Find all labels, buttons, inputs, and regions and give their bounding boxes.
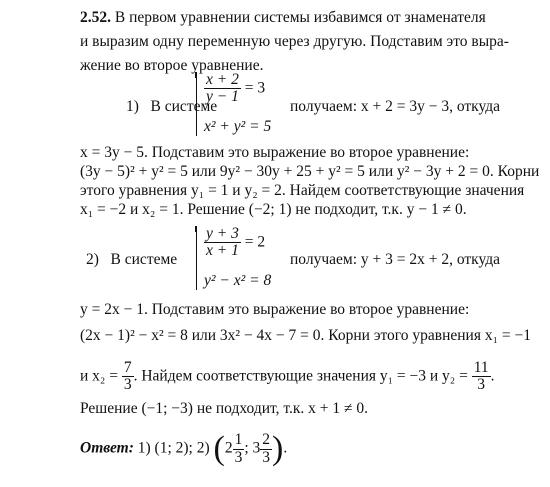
case2-x2-den: 3 <box>123 376 132 394</box>
case2-eq1-fraction <box>204 226 241 260</box>
answer-fraction-1 <box>233 432 245 466</box>
case1-number: 1) <box>126 98 139 115</box>
case2-label <box>86 251 177 269</box>
answer-whole-1: 2 <box>224 439 233 457</box>
case1-line-4: этого уравнения y₁ = 1 и y₂ = 2. Найдем соответствующие значения <box>80 182 525 199</box>
case2-x2-label: и x₂ = <box>80 367 118 385</box>
case1-result: получаем: x + 2 = 3y − 3, откуда <box>290 98 501 115</box>
answer-f2-num: 2 <box>262 431 271 449</box>
case1-eq1 <box>204 72 265 106</box>
case2-eq1-den: x + 1 <box>206 242 239 260</box>
case1-line-2: x = 3y − 5. Подставим это выражение во второе уравнение: <box>80 144 470 161</box>
answer-text: 1) (1; 2); 2) <box>137 439 210 457</box>
case2-eq1-num: y + 3 <box>206 225 239 242</box>
case2-eq1 <box>204 226 265 260</box>
answer-end: . <box>283 439 288 457</box>
case1-eq1-fraction <box>204 72 241 106</box>
case2-values-text: . Найдем соответствующие значения y₁ = −3 и y₂ = <box>133 367 468 385</box>
case2-result: получаем: y + 3 = 2x + 2, откуда <box>290 251 501 268</box>
intro-line-2: и выразим одну переменную через другую. Подставим это выра- <box>80 33 509 50</box>
intro-line-3: жение во второе уравнение. <box>80 57 264 74</box>
answer-label: Ответ: <box>80 439 134 457</box>
case1-eq1-den: y − 1 <box>206 88 239 106</box>
answer-fraction-2 <box>260 432 272 466</box>
case2-eq2: y² − x² = 8 <box>204 272 272 289</box>
problem-number: 2.52. <box>80 9 111 26</box>
intro-line-1 <box>80 9 486 27</box>
answer-f1-den: 3 <box>234 448 243 466</box>
case2-y2-num: 11 <box>473 359 489 376</box>
answer-separator: ; <box>244 439 249 457</box>
case2-x2-fraction <box>122 360 134 394</box>
case2-x2-num: 7 <box>123 359 132 376</box>
case1-eq2: x² + y² = 5 <box>204 118 272 135</box>
case1-line-5: x₁ = −2 и x₂ = 1. Решение (−2; 1) не подходит, т.к. y − 1 ≠ 0. <box>80 201 467 218</box>
answer-close-paren: ) <box>272 430 284 467</box>
case1-in-system: В системе <box>150 98 218 115</box>
case2-line-4: и x₂ = $\frac{7}{3}$ . Найдем соответствующие значения y₁ = −3 и y₂ = $\frac{11}{3}$ . <box>80 359 495 394</box>
case2-y2-fraction <box>472 360 491 394</box>
case2-number: 2) <box>86 251 99 268</box>
case1-system <box>196 72 276 138</box>
case1-eq1-rhs: = 3 <box>244 79 266 97</box>
answer-whole-2: 3 <box>252 439 261 457</box>
answer-open-paren: ( <box>213 430 225 467</box>
case2-line-3: (2x − 1)² − x² = 8 или 3x² − 4x − 7 = 0. Корни этого уравнения x₁ = −1 <box>80 327 531 344</box>
case2-in-system: В системе <box>110 251 178 268</box>
case2-line-2: y = 2x − 1. Подставим это выражение во второе уравнение: <box>80 301 470 318</box>
answer-f2-den: 3 <box>262 448 271 466</box>
case1-line-3: (3y − 5)² + y² = 5 или 9y² − 30y + 25 + y² = 5 или y² − 3y + 2 = 0. Корни <box>80 163 540 180</box>
case2-line-5: Решение (−1; −3) не подходит, т.к. x + 1 ≠ 0. <box>80 400 368 417</box>
case2-y2-den: 3 <box>477 376 486 394</box>
case2-system <box>196 226 276 292</box>
intro-text-1: В первом уравнении системы избавимся от знаменателя <box>114 9 486 26</box>
case2-eq1-rhs: = 2 <box>244 233 266 251</box>
answer-f1-num: 1 <box>234 431 243 449</box>
case1-eq1-num: x + 2 <box>206 71 239 88</box>
answer-line <box>80 432 287 466</box>
